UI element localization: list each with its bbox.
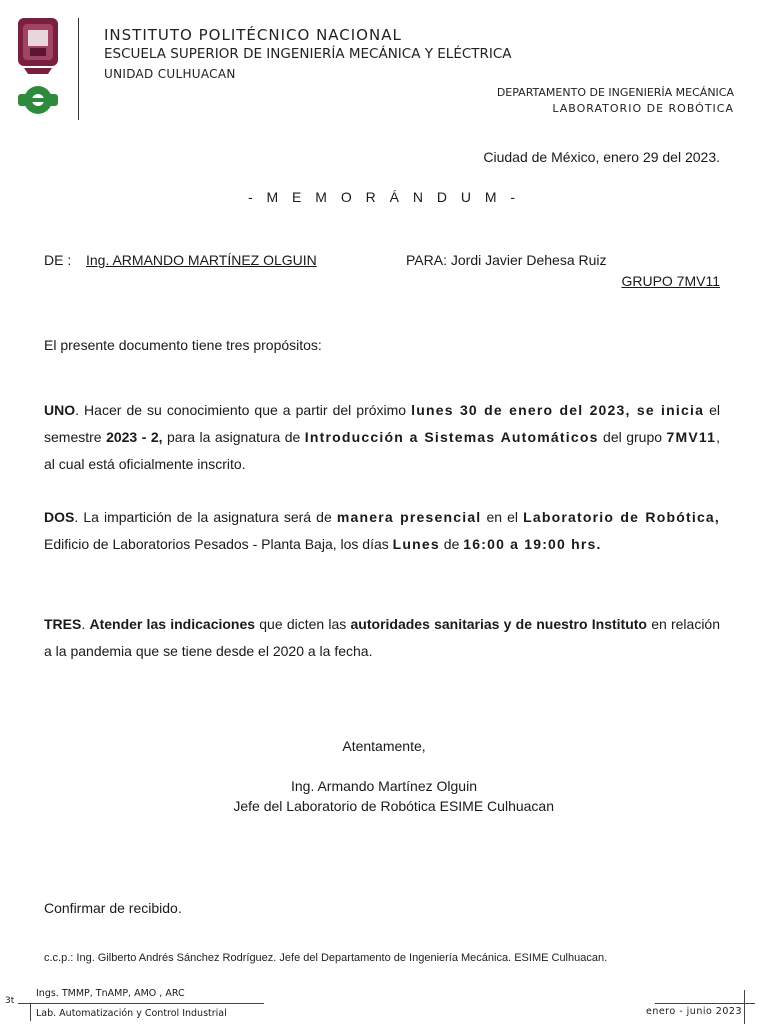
uno-text-4: del grupo xyxy=(598,429,667,445)
footer-rule-vertical-right xyxy=(744,990,745,1024)
uno-text-5: , al cual está oficialmente inscrito. xyxy=(44,429,720,472)
dos-text-1: . La impartición de la asignatura será de xyxy=(74,509,337,525)
paragraph-uno xyxy=(44,397,720,478)
to-label: PARA: xyxy=(406,252,447,268)
paragraph-dos xyxy=(44,504,720,558)
uno-text-1: . Hacer de su conocimiento que a partir del próximo xyxy=(75,402,412,418)
uno-text-3: para la asignatura de xyxy=(162,429,305,445)
to-name: Jordi Javier Dehesa Ruiz xyxy=(450,252,607,268)
uno-lead: UNO xyxy=(44,402,76,418)
memo-title: - M E M O R Á N D U M - xyxy=(247,189,521,205)
uno-text-2: el semestre xyxy=(44,402,720,445)
signature-title: Jefe del Laboratorio de Robótica ESIME Culhuacan xyxy=(233,798,554,814)
footer-rule-left xyxy=(18,1003,264,1004)
tres-text-3: en relación a la pandemia que se tiene desde el 2020 a la fecha. xyxy=(44,616,721,659)
uno-bold-1: lunes 30 de enero del 2023, se inicia xyxy=(411,402,705,418)
logo-column xyxy=(14,16,62,125)
header-divider xyxy=(78,18,79,120)
lab-name: LABORATORIO DE ROBÓTICA xyxy=(552,102,734,115)
from-label: DE : xyxy=(44,252,72,268)
date-line: Ciudad de México, enero 29 del 2023. xyxy=(483,149,720,165)
dos-bold-2: Laboratorio de Robótica, xyxy=(523,509,721,525)
dos-bold-4: 16:00 a 19:00 hrs. xyxy=(463,536,602,552)
dos-text-2: en el xyxy=(481,509,524,525)
tres-text-2: que dicten las xyxy=(255,616,351,632)
to-line xyxy=(406,252,607,268)
institution-name: INSTITUTO POLITÉCNICO NACIONAL xyxy=(104,26,402,44)
intro-text: El presente documento tiene tres propósitos: xyxy=(44,337,322,353)
tres-text-1: . xyxy=(81,616,90,632)
uno-bold-2: 2023 - 2, xyxy=(106,429,163,445)
footer-rule-right xyxy=(655,1003,755,1004)
dos-text-4: de xyxy=(439,536,464,552)
paragraph-tres xyxy=(44,611,720,665)
ipn-logo xyxy=(14,16,62,120)
uno-bold-4: 7MV11 xyxy=(666,429,717,445)
tres-lead: TRES xyxy=(44,616,82,632)
dos-bold-1: manera presencial xyxy=(336,509,482,525)
uno-bold-3: Introducción a Sistemas Automáticos xyxy=(304,429,599,445)
ccp-line: c.c.p.: Ing. Gilberto Andrés Sánchez Rodríguez. Jefe del Departamento de Ingeniería Mecánica. ESIME Culhuacan. xyxy=(44,952,608,964)
signature-name: Ing. Armando Martínez Olguin xyxy=(291,778,477,794)
dos-lead: DOS xyxy=(44,509,75,525)
closing: Atentamente, xyxy=(342,738,426,754)
confirm-receipt: Confirmar de recibido. xyxy=(44,900,182,916)
footer-names: Ings. TMMP, TnAMP, AMO , ARC xyxy=(36,988,185,999)
tres-bold-2: autoridades sanitarias y de nuestro Instituto xyxy=(350,616,647,632)
dos-text-3: Edificio de Laboratorios Pesados - Planta Baja, los días xyxy=(44,536,393,552)
school-name: ESCUELA SUPERIOR DE INGENIERÍA MECÁNICA Y ELÉCTRICA xyxy=(104,46,512,62)
footer-lab: Lab. Automatización y Control Industrial xyxy=(36,1008,227,1019)
tres-bold-1: Atender las indicaciones xyxy=(89,616,256,632)
dos-bold-3: Lunes xyxy=(392,536,440,552)
footer-rule-vertical-left xyxy=(30,1003,31,1021)
to-group: GRUPO 7MV11 xyxy=(621,273,720,289)
unit-name: UNIDAD CULHUACAN xyxy=(104,67,236,81)
footer-period: enero - junio 2023 xyxy=(645,1006,742,1017)
department-name: DEPARTAMENTO DE INGENIERÍA MECÁNICA xyxy=(496,86,734,99)
from-name: Ing. ARMANDO MARTÍNEZ OLGUIN xyxy=(86,252,317,268)
footer-page-mark: 3t xyxy=(5,996,15,1006)
